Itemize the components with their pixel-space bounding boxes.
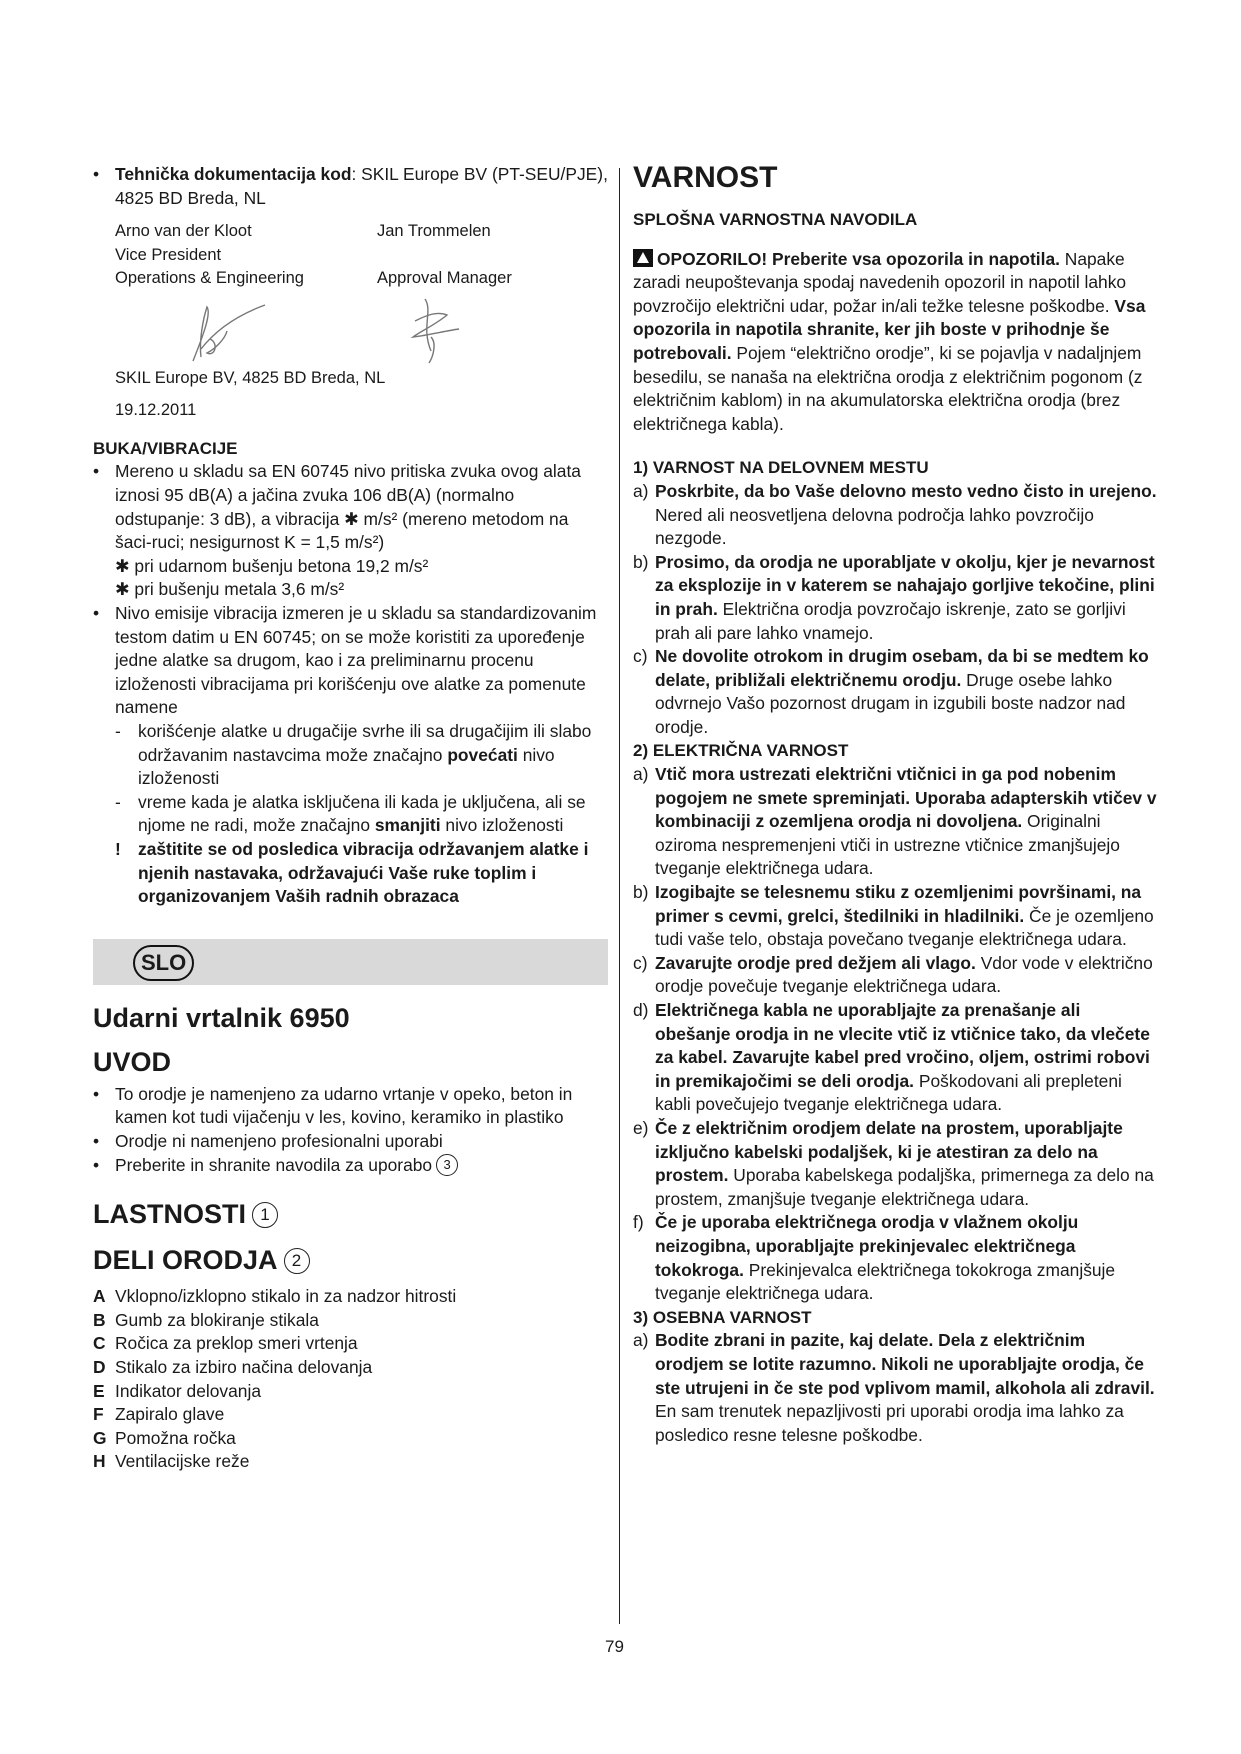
dash-item-2: - vreme kada je alatka isključena ili kada je uključena, ali se njome ne radi, može značajno smanjiti nivo izloženosti (115, 791, 586, 836)
intro-item-2: • Orodje ni namenjeno profesionalni uporabi (93, 1130, 608, 1154)
intro-item-3: • Preberite in shranite navodila za uporabo 3 (93, 1154, 608, 1178)
parts-list (93, 1285, 608, 1474)
figure-ref-2: 2 (284, 1248, 310, 1274)
part-item: D Stikalo za izbiro načina delovanja (93, 1356, 373, 1377)
product-title: Udarni vrtalnik 6950 (93, 1002, 350, 1033)
signatures (115, 291, 608, 371)
rule-2a: a) Vtič mora ustrezati električni vtičnici in ga pod nobenim pogojem ne smete spreminjati. Uporaba adapterskih vtičev v kombinaciji z ozemljena orodja ni dovoljena. Originalni oziroma nespremenjeni vtiči in ustrezne vtičnice zmanjšujejo tveganje električnega udara. (633, 764, 1157, 879)
rule-2c: c) Zavarujte orodje pred dežjem ali vlago. Vdor vode v električno orodje povečuje tveganje električnega udara. (633, 952, 1153, 997)
language-bar (93, 939, 608, 985)
section-1-heading: 1) VARNOST NA DELOVNEM MESTU (633, 458, 929, 478)
signatories (115, 220, 608, 291)
rule-2d: d) Električnega kabla ne uporabljajte za prenašanje ali obešanje orodja in ne vlecite vtič iz vtičnice tako, da vlečete za kabel. Zavarujte kabel pred vročino, oljem, ostrimi robovi in premikajočimi se deli orodja. Poškodovani ali prepleteni kabli povečujejo tveganje električnega udara. (633, 1000, 1150, 1115)
section-3-heading: 3) OSEBNA VARNOST (633, 1307, 812, 1327)
part-item: A Vklopno/izklopno stikalo in za nadzor hitrosti (93, 1286, 457, 1307)
noise-value-concrete: ✱ pri udarnom bušenju betona 19,2 m/s² (115, 555, 429, 576)
part-item: G Pomožna ročka (93, 1427, 236, 1448)
tech-doc-item (93, 163, 608, 210)
part-item: F Zapiralo glave (93, 1404, 225, 1425)
part-item: E Indikator delovanja (93, 1380, 261, 1401)
rule-2f: f) Če je uporaba električnega orodja v vlažnem okolju neizogibna, uporabljajte prekinjevalec električnega tokokroga. Prekinjevalca električnega tokokroga zmanjšuje tveganje električnega udara. (633, 1212, 1116, 1304)
handwritten-signatures (115, 291, 535, 371)
rule-1b: b) Prosimo, da orodja ne uporabljate v okolju, kjer je nevarnost za eksplozije in v katerem se nahajajo gorljive tekočine, plini in prah. Električna orodja povzročajo iskrenje, zato se gorljivi prah ali pare lahko vnamejo. (633, 551, 1155, 643)
signatory-2-name: Jan Trommelen (377, 222, 491, 241)
general-safety-heading: SPLOŠNA VARNOSTNA NAVODILA (633, 210, 918, 229)
safety-heading: VARNOST (633, 161, 778, 194)
signature-date: 19.12.2011 (115, 401, 197, 420)
column-divider (619, 168, 620, 1624)
signatory-1-title: Vice President (115, 245, 222, 264)
rule-1c: c) Ne dovolite otrokom in drugim osebam, da bi se medtem ko delate, približali električnemu orodju. Druge osebe lahko odvrnejo Vašo pozornost drugam in izgubili boste nadzor nad orodje. (633, 646, 1149, 737)
language-badge: SLO (133, 945, 194, 981)
warning-triangle-icon (633, 249, 653, 267)
noise-value-metal: ✱ pri bušenju metala 3,6 m/s² (115, 579, 345, 600)
section-2-heading: 2) ELEKTRIČNA VARNOST (633, 741, 849, 761)
part-item: C Ročica za preklop smeri vrtenja (93, 1333, 358, 1354)
signatory-1-name: Arno van der Kloot (115, 222, 252, 241)
noise-heading: BUKA/VIBRACIJE (93, 438, 238, 458)
page-number: 79 (605, 1637, 624, 1656)
figure-ref-3: 3 (436, 1154, 458, 1176)
parts-heading: DELI ORODJA 2 (93, 1243, 608, 1277)
signatory-1-dept: Operations & Engineering (115, 269, 304, 288)
intro-item-1: • To orodje je namenjeno za udarno vrtanje v opeko, beton in kamen kot tudi vijačenju v les, kovino, keramiko in plastiko (93, 1083, 608, 1130)
rule-2b: b) Izogibajte se telesnemu stiku z ozemljenimi površinami, na primer s cevmi, grelci, štedilniki in hladilniki. Če je ozemljeno tudi vaše telo, obstaja povečano tveganje električnega udara. (633, 882, 1154, 950)
figure-ref-1: 1 (252, 1202, 278, 1228)
rule-2e: e) Če z električnim orodjem delate na prostem, uporabljajte izključno kabelski podaljšek, ki je atestiran za delo na prostem. Uporaba kabelskega podaljška, primernega za delo na prostem, zmanjšuje tveganje električnega udara. (633, 1117, 1154, 1209)
part-item: H Ventilacijske reže (93, 1451, 250, 1472)
noise-item-2: • Nivo emisije vibracija izmeren je u skladu sa standardizovanim testom datim u EN 60745; on se može koristiti za upoređenje jedne alatke sa drugom, kao i za preliminarnu procenu izloženosti vibracijama pri korišćenju ove alatke za pomenute namene (93, 602, 608, 720)
tech-doc-label: Tehnička dokumentacija kod (115, 164, 352, 184)
vibration-warning: ! zaštitite se od posledica vibracija održavanjem alatke i njenih nastavaka, održavajući Vaše ruke toplim i organizovanjem Vaših radnih obrazaca (115, 838, 589, 907)
right-column (633, 160, 1158, 1447)
general-warning: OPOZORILO! Preberite vsa opozorila in napotila. Napake zaradi neupoštevanja spodaj navedenih opozoril in napotil lahko povzročijo električni udar, požar in/ali težke telesne poškodbe. Vsa opozorila in napotila shranite, ker jih boste v prihodnje še potrebovali. Pojem “električno orodje”, ki se pojavlja v nadaljnjem besedilu, se nanaša na električna orodja z električnim pogonom (z električnim kablom) in na akumulatorska električna orodja (brez električnega kabla). (633, 248, 1146, 434)
features-heading: LASTNOSTI 1 (93, 1197, 608, 1231)
signatory-2-title: Approval Manager (377, 269, 512, 288)
dash-item-1: - korišćenje alatke u drugačije svrhe ili sa drugačijim ili slabo održavanim nastavcima može značajno povećati nivo izloženosti (115, 721, 592, 789)
rule-1a: a) Poskrbite, da bo Vaše delovno mesto vedno čisto in urejeno. Nered ali neosvetljena delovna področja lahko povzročijo nezgode. (633, 480, 1157, 549)
part-item: B Gumb za blokiranje stikala (93, 1309, 319, 1330)
noise-item-1: • Mereno u skladu sa EN 60745 nivo pritiska zvuka ovog alata iznosi 95 dB(A) a jačina zvuka 106 dB(A) (normalno odstupanje: 3 dB), a vibracija ✱ m/s² (mereno metodom na šaci-ruci; nesigurnost K = 1,5 m/s²) (93, 460, 608, 554)
tech-doc-text: : SKIL Europe BV (PT-SEU/PJE), 4825 BD Breda, NL (115, 164, 608, 208)
rule-3a: a) Bodite zbrani in pazite, kaj delate. Dela z električnim orodjem se lotite razumno. Nikoli ne uporabljajte orodja, če ste utrujeni in če ste pod vplivom mamil, alkohola ali zdravil. En sam trenutek nepazljivosti pri uporabi orodja ima lahko za posledico resne telesne poškodbe. (633, 1330, 1155, 1445)
left-column (93, 163, 608, 1474)
intro-heading: UVOD (93, 1046, 172, 1077)
company-address: SKIL Europe BV, 4825 BD Breda, NL (115, 368, 386, 387)
